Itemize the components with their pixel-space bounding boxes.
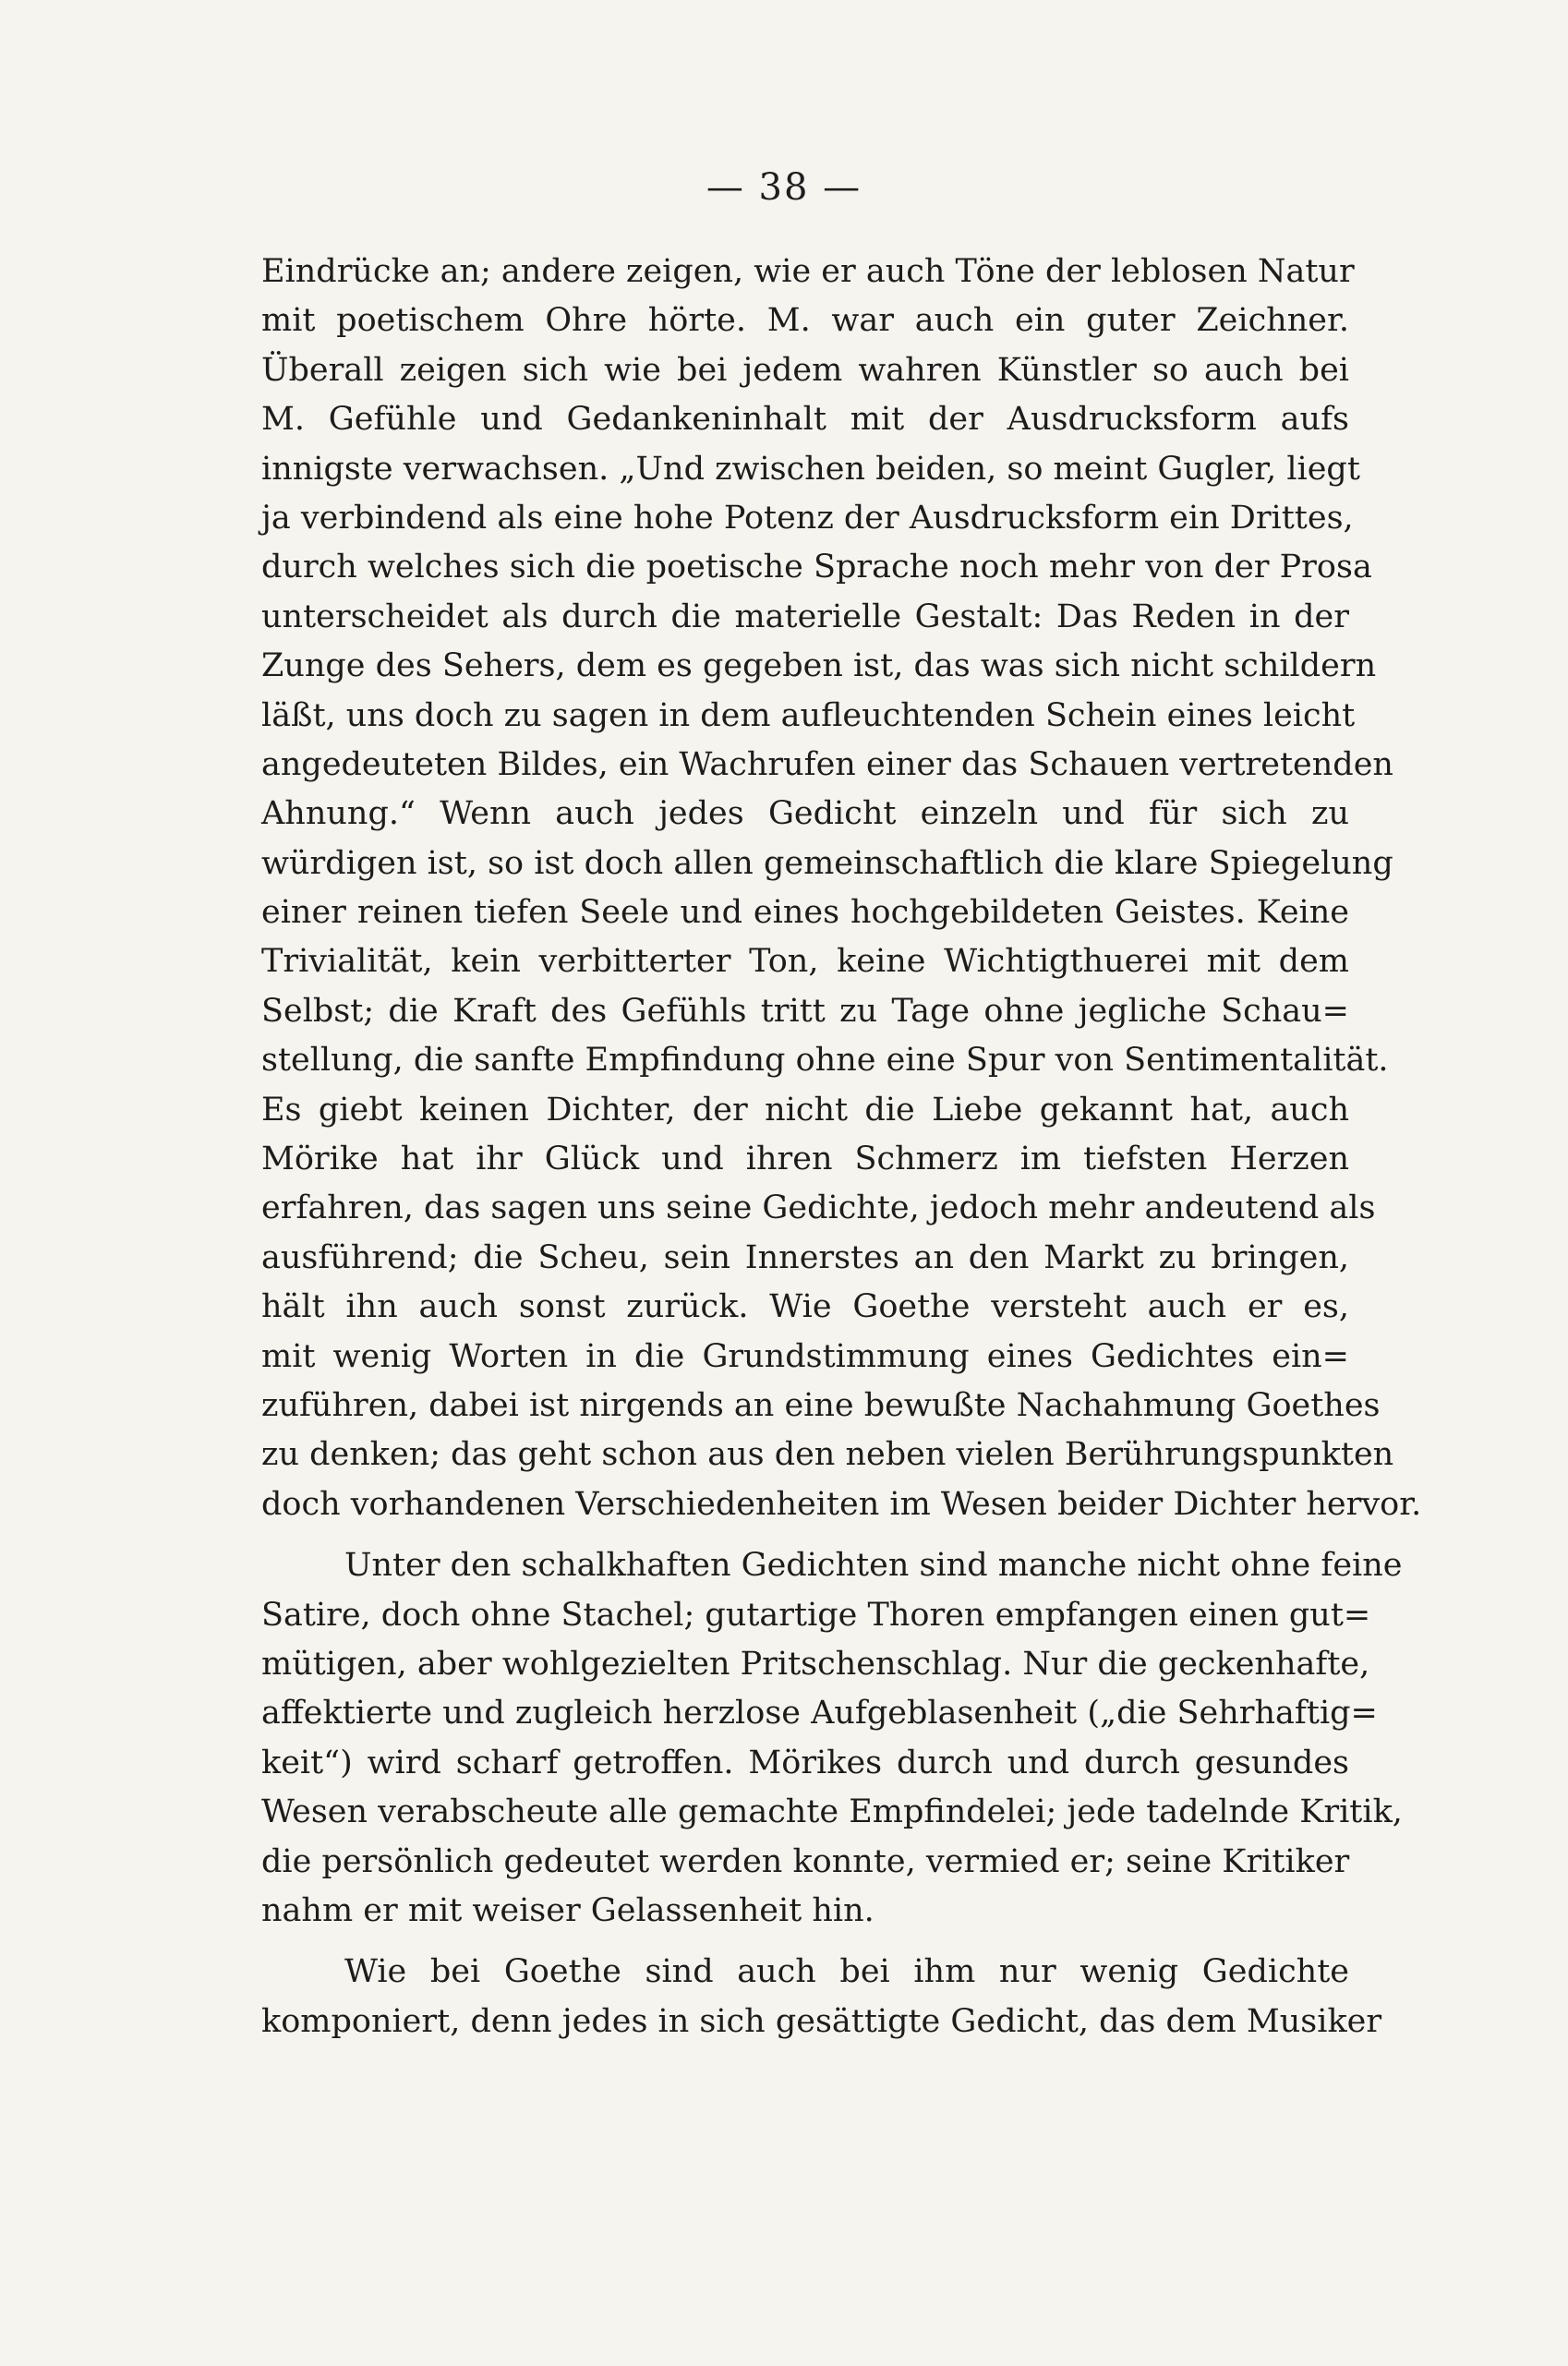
text-line: mit poetischem Ohre hörte. M. war auch ein guter Zeichner. [261,302,1349,340]
text-line: M. Gefühle und Gedankeninhalt mit der Ausdrucksform aufs [261,401,1349,439]
text-line: unterscheidet als durch die materielle Gestalt: Das Reden in der [261,598,1349,635]
text-line: nahm er mit weiser Gelassenheit hin. [261,1891,874,1929]
text-line: Wie bei Goethe sind auch bei ihm nur wenig Gedichte [344,1953,1349,1991]
paragraph [261,247,1422,1529]
text-line: Es giebt keinen Dichter, der nicht die Liebe gekannt hat, auch [261,1091,1349,1129]
page-number: — 38 — [706,166,862,209]
text-line: stellung, die sanfte Empfindung ohne eine Spur von Sentimentalität. [261,1042,1389,1080]
body-text [261,247,1422,2046]
text-line: durch welches sich die poetische Sprache noch mehr von der Prosa [261,549,1372,586]
text-line: Überall zeigen sich wie bei jedem wahren Künstler so auch bei [261,351,1349,389]
text-line: zuführen, dabei ist nirgends an eine bewußte Nachahmung Goethes [261,1386,1381,1424]
text-line: erfahren, das sagen uns seine Gedichte, jedoch mehr andeutend als [261,1189,1376,1227]
text-line: Mörike hat ihr Glück und ihren Schmerz im tiefsten Herzen [261,1141,1349,1178]
text-line: Ahnung.“ Wenn auch jedes Gedicht einzeln und für sich zu [261,795,1349,833]
text-line: Satire, doch ohne Stachel; gutartige Thoren empfangen einen gut= [261,1596,1371,1634]
text-line: die persönlich gedeutet werden konnte, vermied er; seine Kritiker [261,1842,1350,1880]
text-line: Unter den schalkhaften Gedichten sind manche nicht ohne feine [344,1547,1403,1585]
paragraph [261,1541,1403,1936]
text-line: mütigen, aber wohlgezielten Pritschenschlag. Nur die geckenhafte, [261,1645,1370,1683]
text-line: Selbst; die Kraft des Gefühls tritt zu Tage ohne jegliche Schau= [261,992,1349,1030]
text-line: Wesen verabscheute alle gemachte Empfindelei; jede tadelnde Kritik, [261,1793,1403,1831]
text-line: innigste verwachsen. „Und zwischen beiden, so meint Gugler, liegt [261,450,1360,488]
text-line: Eindrücke an; andere zeigen, wie er auch Töne der leblosen Natur [261,253,1355,290]
text-line: Zunge des Sehers, dem es gegeben ist, das was sich nicht schildern [261,647,1377,685]
text-line: läßt, uns doch zu sagen in dem aufleuchtenden Schein eines leicht [261,696,1356,734]
text-line: komponiert, denn jedes in sich gesättigte Gedicht, das dem Musiker [261,2002,1382,2040]
paragraph [261,1948,1382,2046]
text-line: hält ihn auch sonst zurück. Wie Goethe versteht auch er es, [261,1288,1349,1326]
text-line: affektierte und zugleich herzlose Aufgeblasenheit („die Sehrhaftig= [261,1695,1378,1732]
text-line: Trivialität, kein verbitterter Ton, keine Wichtigthuerei mit dem [261,943,1349,981]
text-line: angedeuteten Bildes, ein Wachrufen einer das Schauen vertretenden [261,745,1393,783]
text-line: zu denken; das geht schon aus den neben vielen Berührungspunkten [261,1436,1394,1474]
paragraph-gap [261,1529,1349,1541]
text-line: doch vorhandenen Verschiedenheiten im Wesen beider Dichter hervor. [261,1485,1422,1523]
text-line: ja verbindend als eine hohe Potenz der Ausdrucksform ein Drittes, [261,499,1354,537]
text-line: mit wenig Worten in die Grundstimmung eines Gedichtes ein= [261,1337,1349,1375]
paragraph-gap [261,1936,1349,1948]
text-line: keit“) wird scharf getroffen. Mörikes durch und durch gesundes [261,1744,1349,1781]
text-line: würdigen ist, so ist doch allen gemeinschaftlich die klare Spiegelung [261,844,1393,882]
text-line: einer reinen tiefen Seele und eines hochgebildeten Geistes. Keine [261,894,1349,932]
text-line: ausführend; die Scheu, sein Innerstes an den Markt zu bringen, [261,1238,1349,1276]
